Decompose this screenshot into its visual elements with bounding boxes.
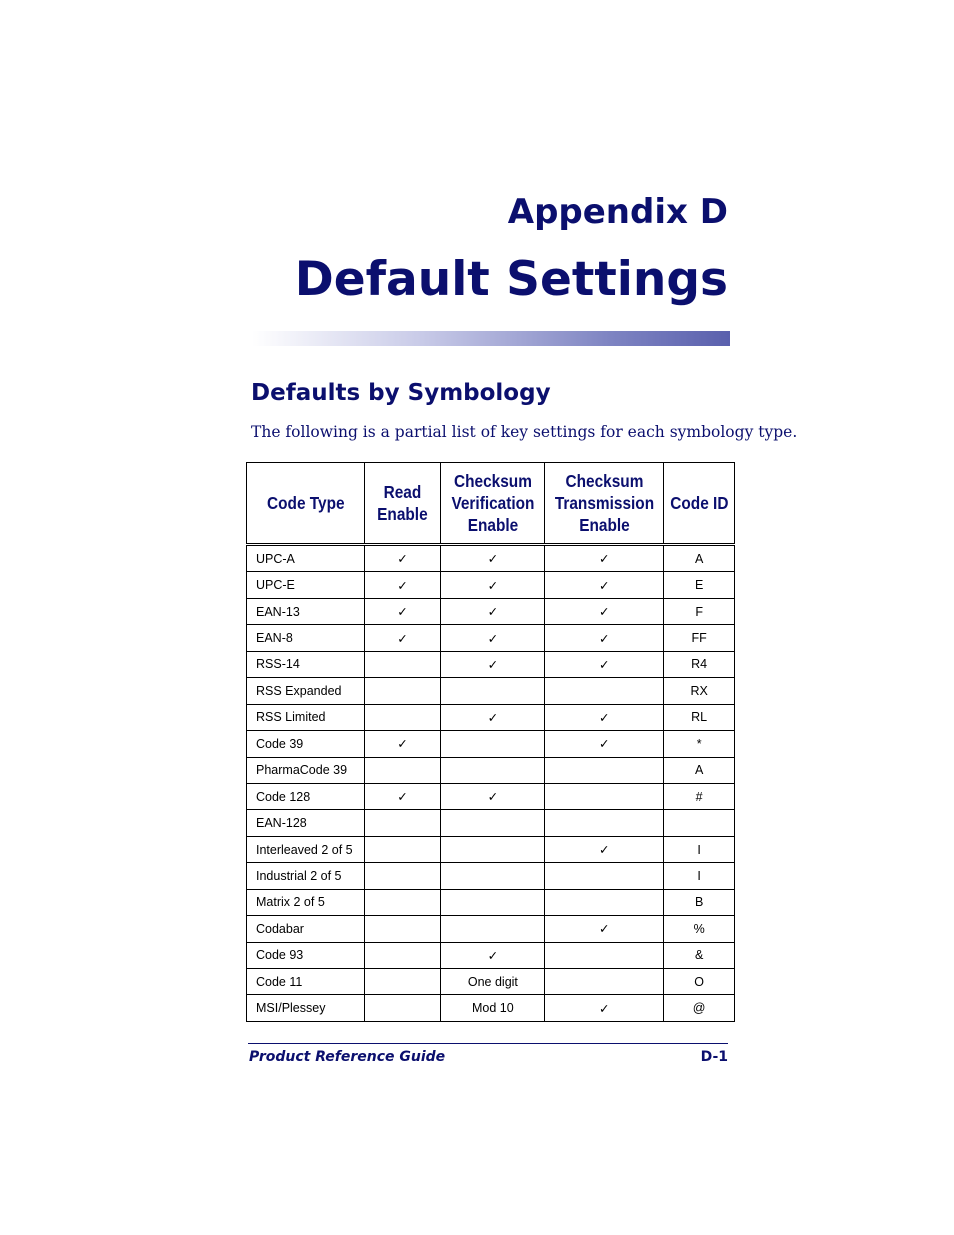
table-row xyxy=(247,783,735,809)
appendix-label: Appendix D xyxy=(507,192,728,232)
header-row xyxy=(247,463,735,545)
code-type-cell: Code 93 xyxy=(247,942,365,968)
checksum-verification-cell: ✓ xyxy=(441,598,545,624)
footer-guide-title: Product Reference Guide xyxy=(249,1049,446,1065)
code-id-cell: A xyxy=(664,545,735,572)
checksum-transmission-cell: ✓ xyxy=(545,625,664,651)
checksum-verification-cell xyxy=(441,757,545,783)
checksum-transmission-cell xyxy=(545,942,664,968)
code-id-cell: O xyxy=(664,969,735,995)
read-enable-cell xyxy=(364,651,441,677)
col-header-read-enable: Read Enable xyxy=(369,463,437,545)
checksum-verification-cell xyxy=(441,678,545,704)
table-row xyxy=(247,995,735,1021)
checksum-verification-cell: ✓ xyxy=(441,942,545,968)
code-type-cell: EAN-13 xyxy=(247,598,365,624)
read-enable-cell: ✓ xyxy=(364,545,441,572)
code-id-cell: I xyxy=(664,863,735,889)
table-row xyxy=(247,810,735,836)
code-id-cell: A xyxy=(664,757,735,783)
table-row xyxy=(247,678,735,704)
chapter-title: Default Settings xyxy=(294,252,728,307)
table-row xyxy=(247,969,735,995)
checksum-verification-cell xyxy=(441,916,545,942)
read-enable-cell xyxy=(364,942,441,968)
checksum-transmission-cell xyxy=(545,783,664,809)
checksum-transmission-cell xyxy=(545,678,664,704)
checksum-transmission-cell: ✓ xyxy=(545,651,664,677)
code-id-cell: B xyxy=(664,889,735,915)
col-header-code-id: Code ID xyxy=(668,463,730,545)
code-type-cell: Codabar xyxy=(247,916,365,942)
checksum-verification-cell xyxy=(441,889,545,915)
read-enable-cell xyxy=(364,678,441,704)
code-type-cell: PharmaCode 39 xyxy=(247,757,365,783)
checksum-transmission-cell: ✓ xyxy=(545,545,664,572)
intro-paragraph: The following is a partial list of key settings for each symbology type. xyxy=(251,423,798,441)
checksum-verification-cell xyxy=(441,731,545,757)
checksum-verification-cell: ✓ xyxy=(441,704,545,730)
read-enable-cell xyxy=(364,836,441,862)
code-type-cell: EAN-8 xyxy=(247,625,365,651)
code-id-cell: F xyxy=(664,598,735,624)
checksum-transmission-cell xyxy=(545,757,664,783)
code-id-cell: @ xyxy=(664,995,735,1021)
checksum-transmission-cell: ✓ xyxy=(545,731,664,757)
code-type-cell: Code 11 xyxy=(247,969,365,995)
checksum-transmission-cell: ✓ xyxy=(545,704,664,730)
checksum-transmission-cell xyxy=(545,969,664,995)
read-enable-cell: ✓ xyxy=(364,625,441,651)
code-id-cell xyxy=(664,810,735,836)
code-type-cell: Code 128 xyxy=(247,783,365,809)
code-id-cell: # xyxy=(664,783,735,809)
checksum-verification-cell: Mod 10 xyxy=(441,995,545,1021)
read-enable-cell xyxy=(364,863,441,889)
table-row xyxy=(247,731,735,757)
table-row xyxy=(247,889,735,915)
table-row xyxy=(247,863,735,889)
read-enable-cell: ✓ xyxy=(364,598,441,624)
code-type-cell: Industrial 2 of 5 xyxy=(247,863,365,889)
table-row xyxy=(247,625,735,651)
code-type-cell: UPC-A xyxy=(247,545,365,572)
table-row xyxy=(247,545,735,572)
col-header-checksum-verification: Checksum Verification Enable xyxy=(447,463,538,545)
code-type-cell: Code 39 xyxy=(247,731,365,757)
code-id-cell: RL xyxy=(664,704,735,730)
table-row xyxy=(247,757,735,783)
checksum-transmission-cell xyxy=(545,810,664,836)
checksum-transmission-cell xyxy=(545,863,664,889)
col-header-checksum-transmission: Checksum Transmission Enable xyxy=(552,463,657,545)
read-enable-cell xyxy=(364,704,441,730)
code-type-cell: UPC-E xyxy=(247,572,365,598)
code-type-cell: RSS Expanded xyxy=(247,678,365,704)
code-id-cell: E xyxy=(664,572,735,598)
checksum-verification-cell: ✓ xyxy=(441,651,545,677)
checksum-verification-cell xyxy=(441,810,545,836)
read-enable-cell xyxy=(364,995,441,1021)
code-type-cell: RSS Limited xyxy=(247,704,365,730)
code-type-cell: MSI/Plessey xyxy=(247,995,365,1021)
table-row xyxy=(247,836,735,862)
checksum-transmission-cell: ✓ xyxy=(545,916,664,942)
checksum-verification-cell: ✓ xyxy=(441,545,545,572)
read-enable-cell xyxy=(364,916,441,942)
code-type-cell: EAN-128 xyxy=(247,810,365,836)
code-id-cell: & xyxy=(664,942,735,968)
code-type-cell: Matrix 2 of 5 xyxy=(247,889,365,915)
table-row xyxy=(247,704,735,730)
title-gradient-bar xyxy=(252,331,730,346)
checksum-transmission-cell: ✓ xyxy=(545,598,664,624)
read-enable-cell xyxy=(364,810,441,836)
checksum-verification-cell: One digit xyxy=(441,969,545,995)
read-enable-cell xyxy=(364,889,441,915)
symbology-defaults-table xyxy=(246,462,735,1022)
checksum-verification-cell xyxy=(441,836,545,862)
code-id-cell: R4 xyxy=(664,651,735,677)
section-heading: Defaults by Symbology xyxy=(251,380,551,406)
read-enable-cell: ✓ xyxy=(364,783,441,809)
code-id-cell: % xyxy=(664,916,735,942)
checksum-transmission-cell: ✓ xyxy=(545,572,664,598)
code-id-cell: FF xyxy=(664,625,735,651)
table-row xyxy=(247,572,735,598)
read-enable-cell: ✓ xyxy=(364,731,441,757)
table-body xyxy=(247,545,735,1022)
read-enable-cell xyxy=(364,969,441,995)
table-row xyxy=(247,651,735,677)
checksum-verification-cell xyxy=(441,863,545,889)
checksum-transmission-cell: ✓ xyxy=(545,836,664,862)
code-id-cell: I xyxy=(664,836,735,862)
code-type-cell: Interleaved 2 of 5 xyxy=(247,836,365,862)
footer-page-number: D-1 xyxy=(700,1049,728,1065)
table-row xyxy=(247,942,735,968)
code-id-cell: RX xyxy=(664,678,735,704)
read-enable-cell xyxy=(364,757,441,783)
checksum-verification-cell: ✓ xyxy=(441,572,545,598)
checksum-verification-cell: ✓ xyxy=(441,625,545,651)
col-header-code-type: Code Type xyxy=(254,463,358,545)
read-enable-cell: ✓ xyxy=(364,572,441,598)
footer-rule xyxy=(248,1043,728,1044)
code-type-cell: RSS-14 xyxy=(247,651,365,677)
checksum-verification-cell: ✓ xyxy=(441,783,545,809)
checksum-transmission-cell xyxy=(545,889,664,915)
table-row xyxy=(247,598,735,624)
table-header xyxy=(247,463,735,545)
checksum-transmission-cell: ✓ xyxy=(545,995,664,1021)
table-row xyxy=(247,916,735,942)
code-id-cell: * xyxy=(664,731,735,757)
